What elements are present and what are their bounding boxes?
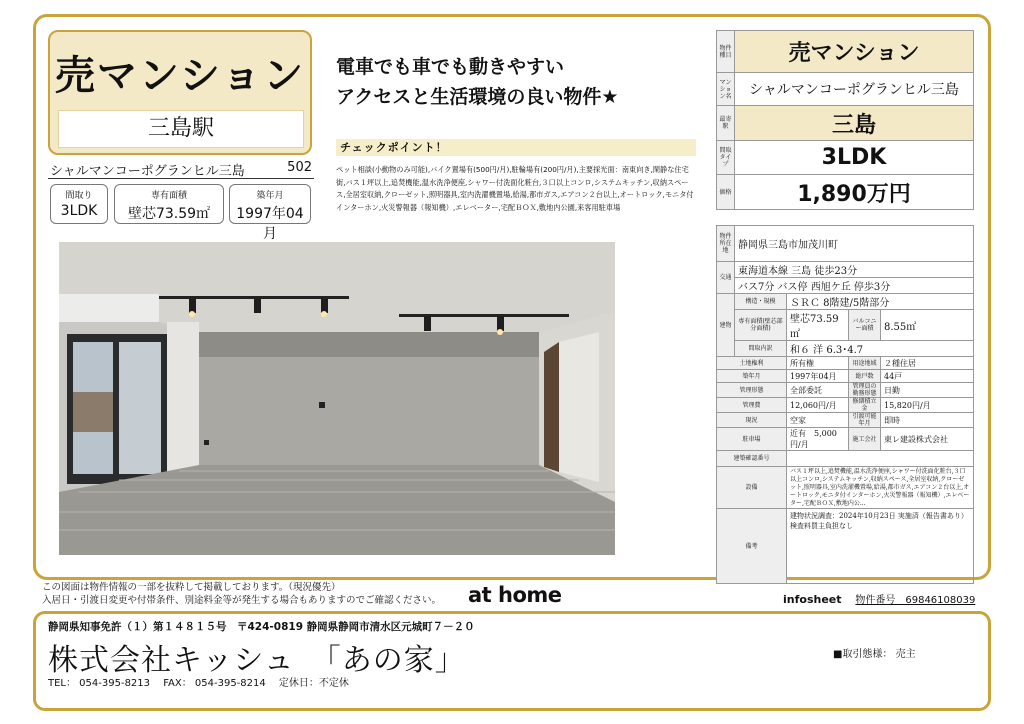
spec-value: 壁芯73.59㎡ bbox=[127, 206, 211, 222]
mgmt-work-value: 日勤 bbox=[881, 383, 974, 398]
parking-value: 近有 5,000円/月 bbox=[787, 428, 849, 451]
station-label-cell: 最寄駅 bbox=[717, 106, 735, 141]
spec-area bbox=[114, 184, 224, 224]
builder-label: 施工会社 bbox=[849, 428, 881, 451]
equip-label: 設備 bbox=[717, 467, 787, 509]
station-value: 三島 bbox=[735, 106, 974, 141]
spec-value: 3LDK bbox=[60, 203, 98, 219]
checkpoint-text: ペット相談(小動物のみ可能),バイク置場有(500円/月),駐輪場有(200円/月),主要採光面：南東向き,閑静な住宅街,バス１坪以上,追焚機能,温水洗浄便座,シャワー付洗面化粧台,３口以上コンロ,システムキッチン,収納スペース,全居室収納,クローゼット,照明器具,室内洗濯機置場,給湯,都市ガス,エアコン２台以上,オートロック,モニタ付インターホン,火災警報器（報知機）,エレベーター,宅配ＢＯＸ,敷地内公園,来客用駐車場 bbox=[336, 165, 694, 212]
spec-label: 築年月 bbox=[256, 191, 284, 201]
rooms-label: 間取内訳 bbox=[735, 341, 787, 357]
type-label: 物件種目 bbox=[717, 31, 735, 73]
interior-photo bbox=[59, 242, 615, 555]
repair-label: 修繕積立金 bbox=[849, 398, 881, 413]
traffic-2: バス7分 バス停 西旭ケ丘 停歩3分 bbox=[735, 278, 974, 294]
contact-line: TEL： 054-395-8213 FAX： 054-395-8214 定休日：不定休 bbox=[48, 678, 349, 689]
traffic-1: 東海道本線 三島 徒歩23分 bbox=[735, 262, 974, 278]
deal-type: ■取引態様： 売主 bbox=[833, 649, 916, 660]
mgmt-fee-label: 管理費 bbox=[717, 398, 787, 413]
spec-value: 1997年04月 bbox=[236, 206, 304, 242]
rooms-value: 和６ 洋 6.3･4.7 bbox=[787, 341, 974, 357]
page-title: 売マンション bbox=[54, 53, 306, 99]
zoning-value: ２種住居 bbox=[881, 357, 974, 370]
location-label: 物件所在地 bbox=[717, 226, 735, 262]
land-right-label: 土地権利 bbox=[717, 357, 787, 370]
units-label: 総戸数 bbox=[849, 370, 881, 383]
disclaimer-line-2: 入居日・引渡日変更や付帯条件、別途料金等が発生する場合もありますのでご確認ください。 bbox=[42, 595, 442, 606]
station-label: 三島駅 bbox=[58, 110, 304, 148]
company-name: 株式会社キッシュ 「あの家」 bbox=[48, 643, 466, 678]
area-value: 壁芯73.59㎡ bbox=[787, 310, 849, 341]
remarks-label: 備考 bbox=[717, 509, 787, 584]
mgmt-value: 全部委託 bbox=[787, 383, 849, 398]
athome-logo: at home bbox=[468, 583, 562, 607]
layout-value: 3LDK bbox=[735, 141, 974, 175]
area-label: 専有面積(壁芯部分面積) bbox=[735, 310, 787, 341]
property-name: シャルマンコーポグランヒル三島 bbox=[50, 164, 245, 179]
divider bbox=[48, 178, 314, 179]
confirm-label: 建築確認番号 bbox=[717, 451, 787, 467]
confirm-value bbox=[787, 451, 974, 467]
handover-label: 引渡可能年月 bbox=[849, 413, 881, 428]
title-box bbox=[48, 30, 312, 155]
building-label: 建物 bbox=[717, 294, 735, 357]
spec-label: 専有面積 bbox=[150, 191, 187, 201]
mgmt-work-label: 管理員の勤務形態 bbox=[849, 383, 881, 398]
mgmt-label: 管理形態 bbox=[717, 383, 787, 398]
name-value: シャルマンコーポグランヒル三島 bbox=[735, 73, 974, 106]
room-number: 502 bbox=[287, 160, 312, 175]
status-label: 現況 bbox=[717, 413, 787, 428]
name-label: マンション名 bbox=[717, 73, 735, 106]
price-value: 1,890万円 bbox=[735, 175, 974, 210]
catch-line-2: アクセスと生活環境の良い物件★ bbox=[336, 86, 619, 108]
balcony-label: バルコニー面積 bbox=[849, 310, 881, 341]
units-value: 44戸 bbox=[881, 370, 974, 383]
checkpoint-title: チェックポイント！ bbox=[336, 139, 696, 156]
summary-table bbox=[716, 30, 974, 210]
spec-layout bbox=[50, 184, 108, 224]
disclaimer-line-1: この図面は物件情報の一部を抜粋して掲載しております。（現況優先） bbox=[42, 582, 341, 593]
structure-value: ＳＲＣ 8階建/5階部分 bbox=[787, 294, 974, 310]
equip-value: バス１坪以上,追焚機能,温水洗浄便座,シャワー付洗面化粧台,３口以上コンロ,システムキッチン,収納スペース,全居室収納,クローゼット,照明器具,室内洗濯機置場,給湯,都市ガス,エアコン２台以上,オートロック,モニタ付インターホン,火災警報器（報知機）,エレベーター,宅配ＢＯＸ,敷地内公... bbox=[787, 467, 974, 509]
location-value: 静岡県三島市加茂川町 bbox=[735, 226, 974, 262]
zoning-label: 用途地域 bbox=[849, 357, 881, 370]
status-value: 空家 bbox=[787, 413, 849, 428]
structure-label: 構造・規模 bbox=[735, 294, 787, 310]
balcony-value: 8.55㎡ bbox=[881, 310, 974, 341]
room-illustration bbox=[59, 242, 615, 555]
property-number: 物件番号 69846108039 bbox=[855, 595, 976, 606]
remarks-value: 建物状況調査：2024年10月23日 実施済（報告書あり） 検査料買主負担なし bbox=[787, 509, 974, 584]
spec-label: 間取り bbox=[65, 191, 93, 201]
infosheet-text: infosheet bbox=[783, 593, 842, 606]
spec-built bbox=[229, 184, 311, 242]
detail-table bbox=[716, 225, 974, 584]
catch-copy bbox=[336, 52, 618, 112]
layout-label: 間取タイプ bbox=[717, 141, 735, 175]
property-name-row bbox=[50, 160, 312, 179]
price-label: 価格 bbox=[717, 175, 735, 210]
land-right-value: 所有権 bbox=[787, 357, 849, 370]
built-value: 1997年04月 bbox=[787, 370, 849, 383]
repair-value: 15,820円/月 bbox=[881, 398, 974, 413]
license-line: 静岡県知事免許（１）第１４８１５号 〒424-0819 静岡県静岡市清水区元城町７－２０ bbox=[48, 621, 475, 633]
handover-value: 即時 bbox=[881, 413, 974, 428]
infosheet-label bbox=[783, 591, 975, 606]
built-label: 築年月 bbox=[717, 370, 787, 383]
mgmt-fee-value: 12,060円/月 bbox=[787, 398, 849, 413]
disclaimer bbox=[42, 581, 441, 607]
parking-label: 駐車場 bbox=[717, 428, 787, 451]
traffic-label: 交通 bbox=[717, 262, 735, 294]
catch-line-1: 電車でも車でも動きやすい bbox=[336, 56, 565, 78]
builder-value: 東レ建設株式会社 bbox=[881, 428, 974, 451]
type-value: 売マンション bbox=[735, 31, 974, 73]
